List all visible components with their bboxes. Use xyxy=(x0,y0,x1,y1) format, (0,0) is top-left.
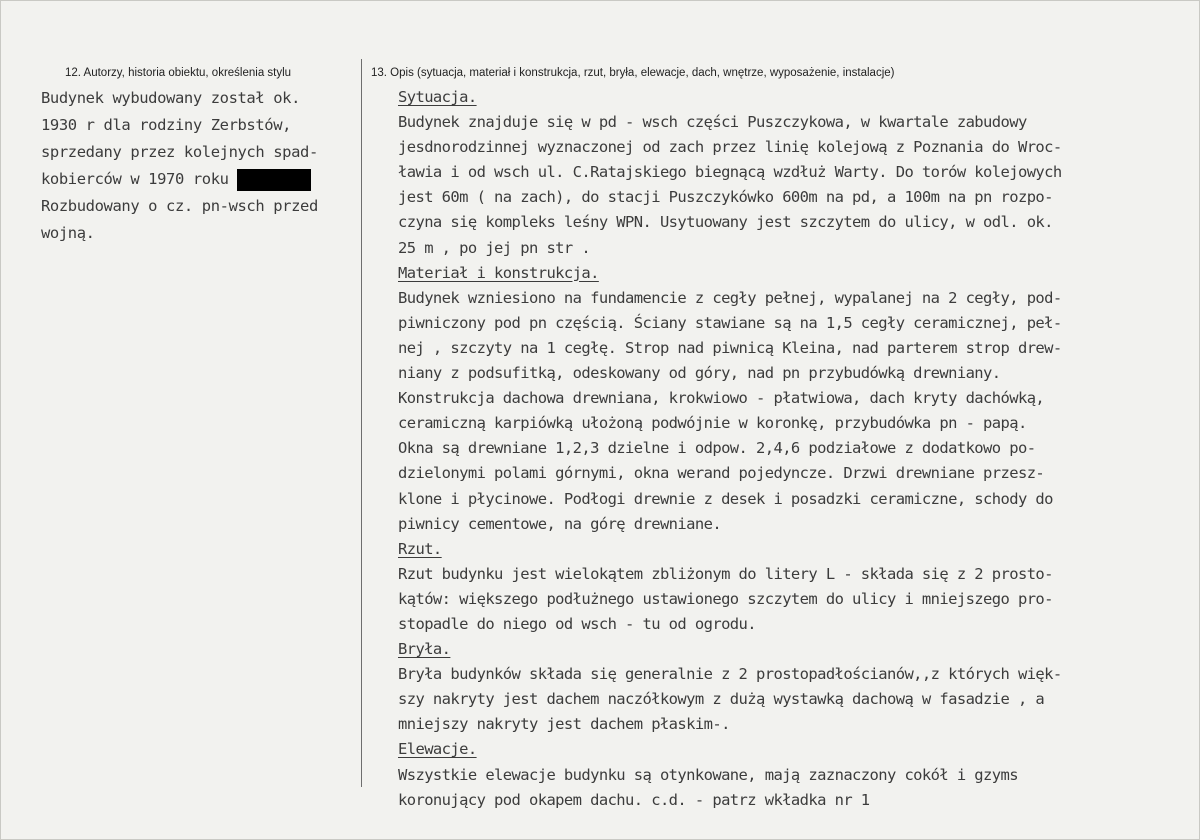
text-line: Rozbudowany o cz. pn-wsch przed xyxy=(41,197,318,215)
text-line: ceramiczną karpiówką ułożoną podwójnie w koronkę, przybudówka pn - papą. xyxy=(398,414,1027,433)
text-line: jesdnorodzinnej wyznaczonej od zach przez linię kolejową z Poznania do Wroc- xyxy=(398,138,1062,157)
text-line: Bryła budynków składa się generalnie z 2 prostopadłościanów,,z których więk- xyxy=(398,665,1062,684)
text-line: Budynek wzniesiono na fundamencie z cegły pełnej, wypalanej na 2 cegły, pod- xyxy=(398,288,1062,307)
heading-bryla: Bryła. xyxy=(398,640,451,659)
section-12-text xyxy=(41,85,351,247)
text-line: piwniczony pod pn częścią. Ściany stawiane są na 1,5 cegły ceramicznej, peł- xyxy=(398,313,1062,332)
text-line: Okna są drewniane 1,2,3 dzielne i odpow. 2,4,6 podziałowe z dodatkowo po- xyxy=(398,439,1036,458)
text-line: stopadle do niego od wsch - tu od ogrodu. xyxy=(398,614,757,633)
text-line-content: kobierców w 1970 roku xyxy=(41,170,229,188)
text-line: Wszystkie elewacje budynku są otynkowane, mają zaznaczony cokół i gzyms xyxy=(398,765,1018,784)
text-line: piwnicy cementowe, na górę drewniane. xyxy=(398,514,722,533)
text-line: 1930 r dla rodziny Zerbstów, xyxy=(41,116,292,134)
text-line: niany z podsufitką, odeskowany od góry, nad pn przybudówką drewniany. xyxy=(398,364,1001,383)
section-13-text xyxy=(398,85,1188,813)
text-line: klone i płycinowe. Podłogi drewnie z desek i posadzki ceramiczne, schody do xyxy=(398,489,1053,508)
text-line: ławia i od wsch ul. C.Ratajskiego biegnącą wzdłuż Warty. Do torów kolejowych xyxy=(398,163,1062,182)
section-12-header: 12. Autorzy, historia obiektu, określenia stylu xyxy=(65,67,292,79)
text-line: 25 m , po jej pn str . xyxy=(398,238,591,257)
redaction-block xyxy=(237,169,311,191)
text-line: kątów: większego podłużnego ustawionego szczytem do ulicy i mniejszego pro- xyxy=(398,589,1053,608)
text-line: sprzedany przez kolejnych spad- xyxy=(41,143,318,161)
text-line: Budynek wybudowany został ok. xyxy=(41,89,301,107)
text-line: wojną. xyxy=(41,224,95,242)
heading-sytuacja: Sytuacja. xyxy=(398,88,477,106)
text-line: czyna się kompleks leśny WPN. Usytuowany jest szczytem do ulicy, w odl. ok. xyxy=(398,213,1053,232)
text-line: dzielonymi polami górnymi, okna werand pojedyncze. Drzwi drewniane przesz- xyxy=(398,464,1045,483)
text-line: Rzut budynku jest wielokątem zbliżonym do litery L - składa się z 2 prosto- xyxy=(398,564,1053,583)
section-13-header: 13. Opis (sytuacja, materiał i konstrukcja, rzut, bryła, elewacje, dach, wnętrze, wyposażenie, instalacje) xyxy=(371,67,895,79)
text-line: jest 60m ( na zach), do stacji Puszczykówko 600m na pd, a 100m na pn rozpo- xyxy=(398,188,1053,207)
column-divider xyxy=(361,59,362,787)
text-line: koronujący pod okapem dachu. c.d. - patrz wkładka nr 1 xyxy=(398,790,870,809)
text-line xyxy=(41,166,351,193)
text-line: mniejszy nakryty jest dachem płaskim-. xyxy=(398,715,730,734)
text-line: szy nakryty jest dachem naczółkowym z dużą wystawką dachową w fasadzie , a xyxy=(398,690,1045,709)
heading-rzut: Rzut. xyxy=(398,539,442,558)
heading-material-i-konstrukcja: Materiał i konstrukcja. xyxy=(398,263,599,282)
text-line: Budynek znajduje się w pd - wsch części Puszczykowa, w kwartale zabudowy xyxy=(398,113,1027,132)
text-line: nej , szczyty na 1 cegłę. Strop nad piwnicą Kleina, nad parterem strop drew- xyxy=(398,338,1062,357)
heading-elewacje: Elewacje. xyxy=(398,740,477,759)
text-line: Konstrukcja dachowa drewniana, krokwiowo - płatwiowa, dach kryty dachówką, xyxy=(398,389,1045,408)
